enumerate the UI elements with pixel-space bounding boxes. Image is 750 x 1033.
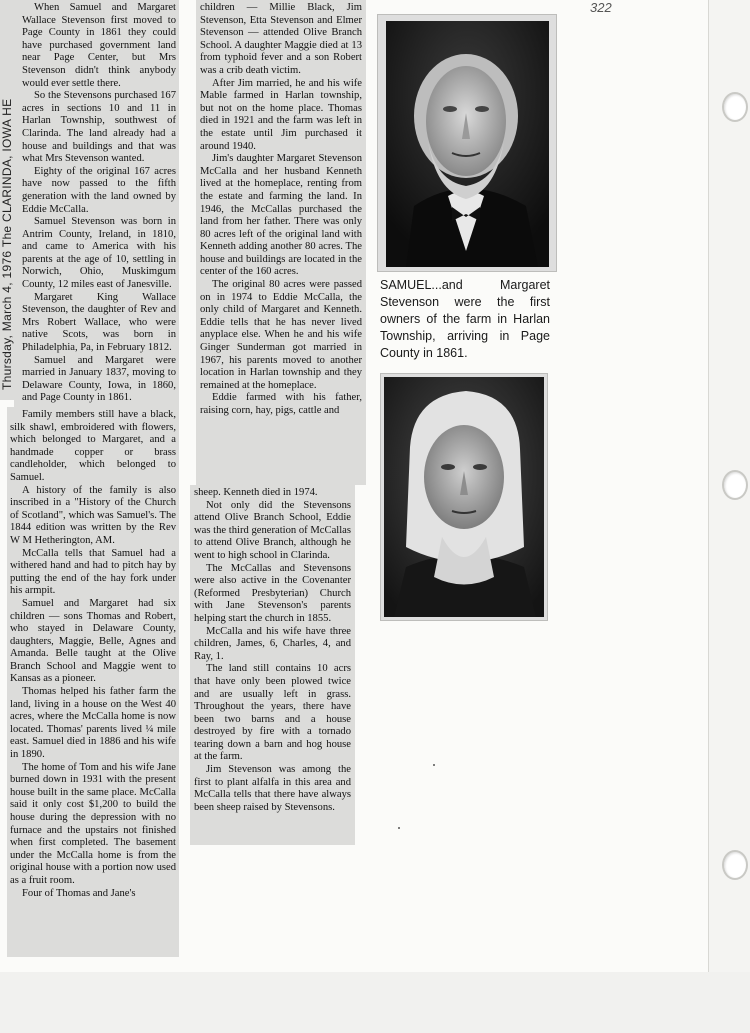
paragraph: McCalla tells that Samuel had a withered hand and had to pitch hay by putting the end of the hay fork under his armpit. — [10, 547, 176, 597]
paragraph: Family members still have a black, silk shawl, embroidered with flowers, which belonged to Margaret, and a handmade copper or brass candleholder, which belonged to Samuel. — [10, 409, 176, 483]
paragraph: children — Millie Black, Jim Stevenson, Etta Stevenson and Elmer Stevenson — attended Olive Branch School. A daughter Maggie died at 13 from typhoid fever and a son Robert was a crib death victim. — [200, 2, 362, 76]
newspaper-masthead-strip — [0, 0, 14, 400]
speck — [398, 827, 400, 829]
paragraph: Eighty of the original 167 acres have now passed to the fifth generation with the land owned by Eddie McCalla. — [22, 165, 176, 215]
paragraph: A history of the family is also inscribed in a "History of the Church of Scotland", which was Samuel's. The 1844 edition was written by the Rev W M Hetherington, AM. — [10, 484, 176, 546]
article-column-2-top — [196, 0, 366, 485]
paragraph: McCalla and his wife have three children, James, 6, Charles, 4, and Ray, 1. — [194, 625, 351, 662]
article-column-1-bottom — [7, 407, 179, 957]
binder-hole-top — [722, 92, 748, 122]
photo-caption: SAMUEL...and Margaret Stevenson were the first owners of the farm in Harlan Township, arriving in Page County in 1861. — [380, 278, 550, 360]
portrait-margaret-image — [384, 377, 544, 617]
paragraph: Jim Stevenson was among the first to plant alfalfa in this area and McCalla tells that there have always been sheep raised by Stevensons. — [194, 764, 351, 813]
newspaper-masthead: Thursday, March 4, 1976 The CLARINDA, IOWA HE — [0, 98, 14, 390]
paragraph: So the Stevensons purchased 167 acres in sections 10 and 11 in Harlan Township, southwest of Clarinda. The land already had a house and buildings and that was what Mrs Stevenson wanted. — [22, 90, 176, 165]
portrait-photo-samuel — [377, 14, 557, 272]
paragraph: Thomas helped his father farm the land, living in a house on the West 40 acres, where the McCalla home is now located. Thomas' parents lived ¼ mile east. Samuel died in 1886 and his wife in 1890. — [10, 686, 176, 761]
paragraph: Samuel and Margaret were married in January 1837, moving to Delaware County, Iowa, in 1860, and Page County in 1861. — [22, 354, 176, 404]
paragraph: Jim's daughter Margaret Stevenson McCalla and her husband Kenneth lived at the homeplace, renting from the estate and farming the land. In 1946, the McCallas purchased the land from her father. There was only 80 acres left of the original land with Kenneth adding another 80 acres. The house and buildings are located in the center of the 160 acres. — [200, 153, 362, 278]
paragraph: The original 80 acres were passed on in 1974 to Eddie McCalla, the only child of Margaret and Kenneth. Eddie tells that he has never lived anyplace else. When he and his wife Ginger Sunderman got married in 1967, his parents moved to another location in Harlan township and they remained at the homeplace. — [200, 279, 362, 391]
paragraph: The land still contains 10 acrs that have only been plowed twice and are usually left in grass. Throughout the years, there have been two barns and a house destroyed by fire with a tornado tearing down a barn and hog house at the farm. — [194, 663, 351, 763]
paragraph: Samuel Stevenson was born in Antrim County, Ireland, in 1810, and came to America with his parents at the age of 10, settling in Norwich, Ohio, Muskimgum County, 12 miles east of Janesville. — [22, 216, 176, 291]
paragraph: Margaret King Wallace Stevenson, the daughter of Rev and Mrs Robert Wallace, who were native Scots, was born in Philadelphia, Pa, in February 1812. — [22, 291, 176, 354]
portrait-photo-margaret — [380, 373, 548, 621]
paragraph: The McCallas and Stevensons were also active in the Covenanter (Reformed Presbyterian) Church with Jane Stevenson's parents helping start the church in 1855. — [194, 562, 351, 624]
binder-hole-middle — [722, 470, 748, 500]
paragraph: sheep. Kenneth died in 1974. — [194, 487, 318, 498]
background-surface — [0, 972, 750, 1033]
paragraph: Eddie farmed with his father, raising corn, hay, pigs, cattle and — [200, 392, 362, 416]
page-number: 322 — [590, 0, 612, 15]
article-column-1-top — [14, 0, 179, 407]
speck — [433, 764, 435, 766]
paragraph: Samuel and Margaret had six children — sons Thomas and Robert, who stayed in Delaware County, daughters, Maggie, Belle, Agnes and Amanda. Belle taught at the Olive Branch School and Maggie went to Kansas as a pioneer. — [10, 597, 176, 685]
portrait-samuel-image — [386, 21, 549, 267]
paragraph: The home of Tom and his wife Jane burned down in 1931 with the present house built in the same place. McCalla said it only cost $1,200 to build the house during the depression with no furnace and the upstairs not finished when first completed. The basement under the McCalla home is from the original house with a portion now used as a fruit room. — [10, 761, 176, 886]
paragraph: After Jim married, he and his wife Mable farmed in Harlan township, but not on the home place. Thomas died in 1921 and the farm was left in the estate until Jim purchased it around 1940. — [200, 77, 362, 152]
paragraph: Four of Thomas and Jane's — [22, 887, 136, 899]
binder-hole-bottom — [722, 850, 748, 880]
paragraph: Not only did the Stevensons attend Olive Branch School, Eddie was the third generation of McCallas to attend Olive Branch, although he went to high school in Clarinda. — [194, 499, 351, 561]
article-column-2-bottom — [190, 485, 355, 845]
paragraph: When Samuel and Margaret Wallace Stevenson first moved to Page County in 1861 they could have purchased government land near Page Center, but Mrs Stevenson didn't think anybody would ever settle there. — [22, 2, 176, 89]
